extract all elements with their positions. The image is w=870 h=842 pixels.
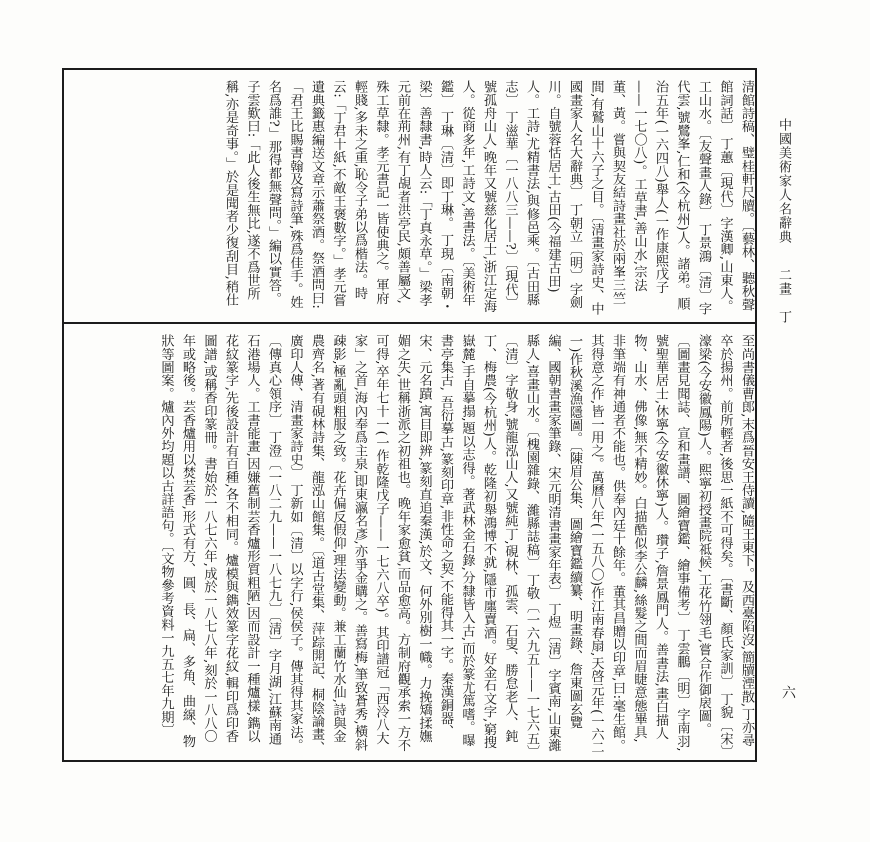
entry-text: 丁煜〔清〕字賓南,山東濰縣人,喜畫山水。〔槐園雜錄、濰縣誌稿〕: [524, 334, 561, 752]
entry-text: 丁現〔南朝・梁〕善隸書,時人云:「丁真永草。」梁孝元前在荊州,有丁覘者洪亭民,頗善屬文,殊工草隸。孝元書記一皆使典之。軍府輕賤,多未之重,恥令子弟以爲楷法。時云:「丁君十紙,不敵王褒數字。」孝元嘗遺典籤惠編送文章示蕭祭酒。祭酒問曰:「君王比賜書翰及寫詩筆,殊爲佳手。姓名爲誰?」那得都無聲問。」編以實答。子雲歎曰:「此人後生無比,遂不爲世所稱,亦是奇事。」於是聞者少復刮目,稍仕: [223, 80, 453, 313]
entry-text: 丁蕙〔現代〕字漢卿,山東人。工山水。〔友聲畫人錄〕: [696, 80, 733, 313]
running-header: [774, 118, 793, 324]
bottom-text-block: [62, 334, 757, 754]
section-label: 二畫 丁: [776, 268, 791, 325]
entry-text: 至尚書儀曹郎,末爲晉安王侍讀,隨王東下。及西臺陷沒,簡牘湮散,丁亦尋卒於揚州。前所輕者,後思一紙不可得矣。〔書斷、顏氏家訓〕: [717, 334, 754, 747]
entry-text: 丁琳〔清〕即丁琳。: [438, 110, 453, 230]
entry-text: 丁敬〔一六九五——一七六五〕〔清〕字敬身,號龍泓山人,又號純丁,硯林、孤雲、石叟、勝怠老人、鈍丁、梅農(今杭州)人。乾隆初舉鴻博不就,隱市廛賣酒。好金石文字,窮搜嶽麓,手自摹搨,題以志得。著武林金石錄,分隸皆入古,而於篆尤篤嗜。曝書亭集古,: [438, 334, 539, 752]
entry-text: 丁朝立〔明〕字劍川。自號蓉恬居士,古田(今福建古田)人。工詩,尤精書法,與修邑乘。〔古田縣志〕: [502, 80, 582, 309]
book-title: 中國美術家人名辭典: [776, 118, 791, 244]
middle-rule: [62, 322, 757, 324]
entry-text: 丁貌〔宋〕濠梁(今安徽鳳陽)人。熙寧初授畫院祗候,工花竹翎毛,嘗合作御扆圖。〔圖畫見聞誌、宣和畫譜、圖繪寶鑑、繪事備考〕: [674, 334, 733, 752]
page-number: 六: [780, 685, 796, 699]
entry-text: 丁新如〔清〕以字行,侯侯子。傳其得其家法。〔傳真心領序〕: [266, 334, 303, 752]
entry-text: 丁滋華〔一八八三——?〕〔現代〕號孤舟山人,晚年又號慈化居士,浙江定海人。從商多年,工詩文,善書法。〔美術年鑑〕: [438, 80, 518, 313]
entry-text: 丁雲鵬〔明〕字南羽,號聖華居士,休寧(今安徽休寧)人。瓚子,詹景鳳門人。善書法,畫白描人物、山水、佛像,無不精妙。白描酷似李公麟,絲髮之間而眉睫意態畢具,非筆端有神通者不能也。供奉內廷十餘年。董其昌贈以印章,曰:毫生館。其得意之作,皆一用之。萬曆八年(一五八〇)作江南春扇,天啓元年(一六二一)作秋溪漁隱圖。〔陳眉公集、圖繪寶鑑續纂、明畫錄、詹東圖玄覽編、國朝書畫家筆錄、宋元明清書畫家年表〕: [545, 334, 690, 754]
entry-text: 丁景鴻〔清〕字代雲,號鷺峯,仁和(今杭州)人。諸弟。順治五年(一六四八)舉人(一作康熙戊子——一七〇八)。工草書,善山水,宗法董、黃。嘗與契友結詩畫社於兩峯三竺間,有鷲山十六子之目。〔清畫家詩史、中國畫家人名大辭典〕: [567, 80, 711, 316]
entry-text: 丁澄〔一八二九——一八七九〕〔清〕字月湖,江蘇南通石港場人。工書能畫,因嫌舊制芸香爐形質粗陋,因而設計一種爐樣,鐫以花紋篆字,先後設計有百種,各不相同。爐模與鐫效篆字花紋,輯印爲印香圖譜,或稱香印篆冊。書始於一八七六年,成於一八七八年,刻於一八八〇年或略後。芸香爐用以焚芸香,形式有方、圓、長、扁、多角、曲線、物狀等圖案。爐內外均題以古詳語句。〔文物參考資料一九五七年九期〕: [158, 334, 281, 748]
top-text-block: [62, 80, 757, 316]
entry-text: 吾衍摹古,篆刻印章,非性命之契,不能得其一字。秦漢銅器、宋、元名蹟,寓目即辨,篆刻直追秦漢,於文、何外別樹一幟。力挽矯揉嫵媚之失,世稱浙派之初祖也。晚年家愈貧,而品愈高。方制府觀承索一方不可得,卒年七十一(一作乾隆戊子——一七六八卒)。其印譜冠「西泠八大家」之首,海內奉爲主泉,即東瀛名彥,亦爭金購之。善寫梅,筆致蒼秀,橫斜疎影,極亂頭粗服之致。花卉偏反假仰,理法變動。兼工蘭竹水仙,詩與金農齊名,著有硯林詩集、龍泓山館集。〔道古堂集、萍踪開記、桐陰論畫、廣印人傳、清畫家詩史〕: [287, 334, 453, 754]
entry-text: 清館詩稿、璧桂軒尺牘。〔藝林、聽秋聲館詞話〕: [717, 80, 754, 311]
